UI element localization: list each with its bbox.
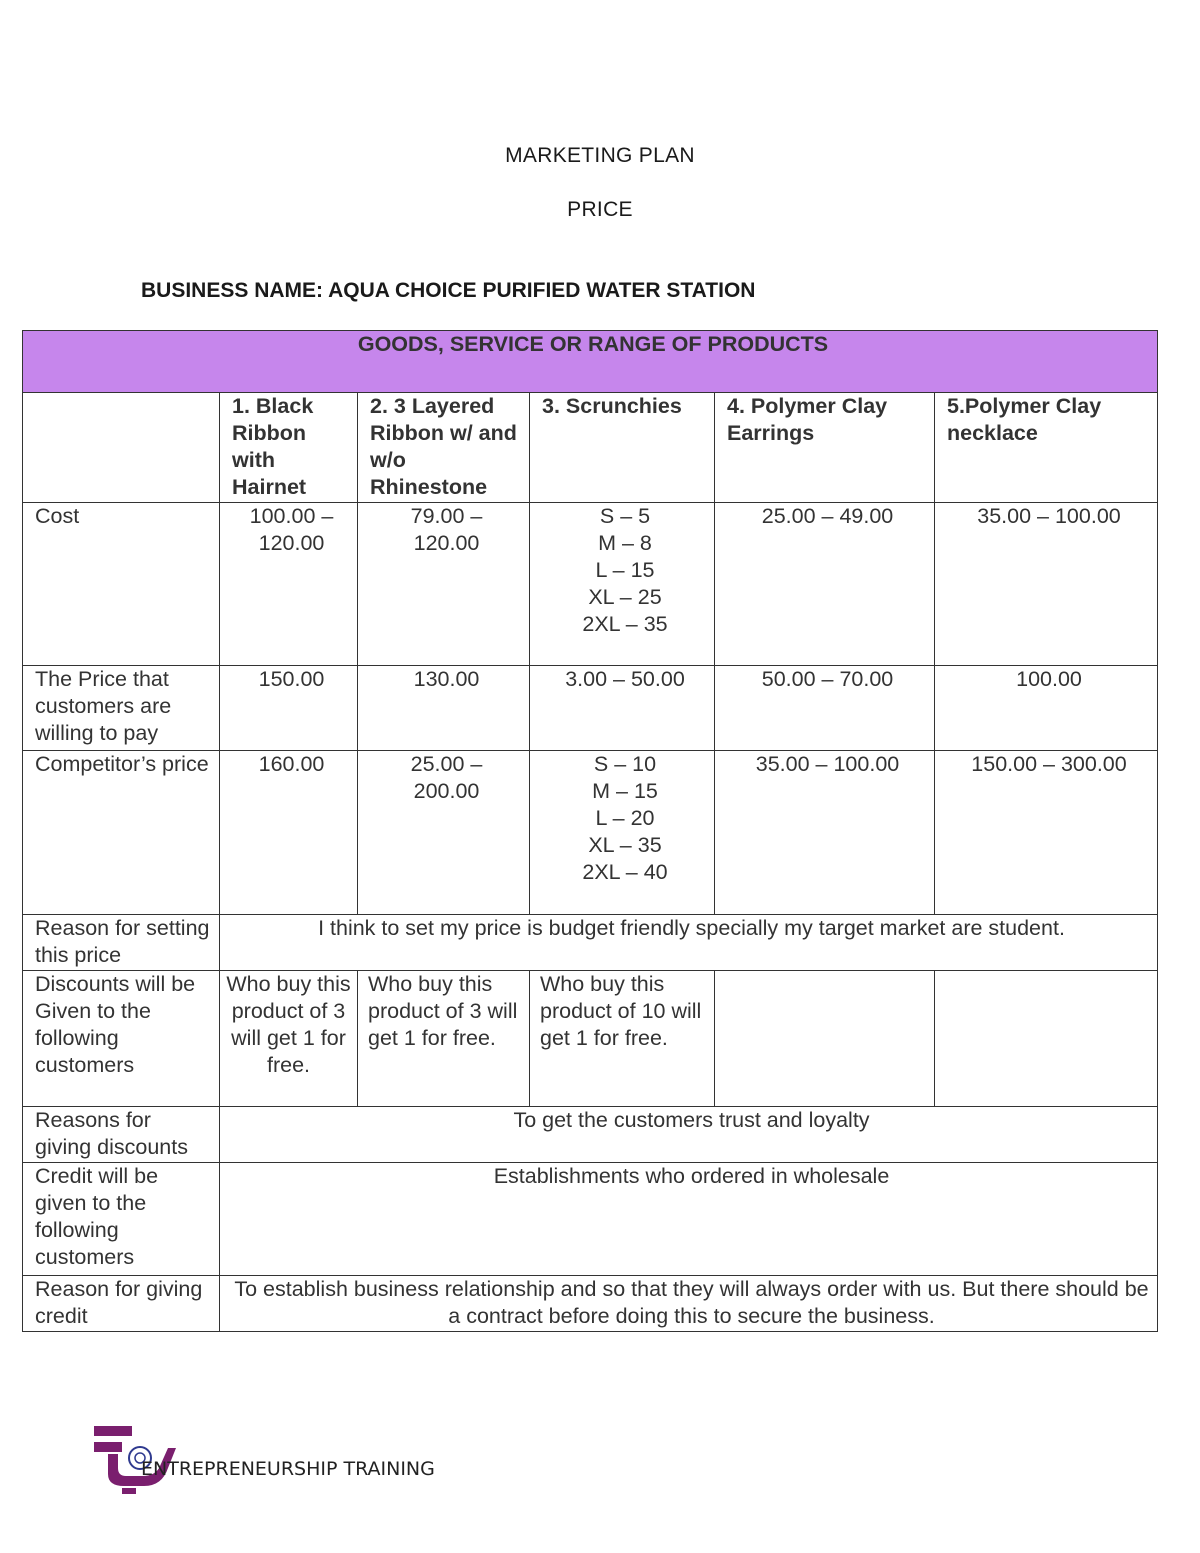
product-5-header: 5.Polymer Clay necklace	[935, 393, 1158, 503]
discount-cell: Who buy this product of 3 will get 1 for free.	[358, 971, 530, 1107]
row-label-reason-credit: Reason for giving credit	[23, 1276, 220, 1332]
document-subtitle: PRICE	[567, 198, 633, 221]
footer-text: ENTREPRENEURSHIP TRAINING	[141, 1458, 435, 1480]
product-2-header: 2. 3 Layered Ribbon w/ and w/o Rhinestone	[358, 393, 530, 503]
product-1-header: 1. Black Ribbon with Hairnet	[220, 393, 358, 503]
willing-price-cell: 150.00	[220, 666, 358, 751]
table-row-reason-credit	[23, 1276, 1158, 1332]
cost-cell: 79.00 – 120.00	[358, 503, 530, 666]
row-label-cost: Cost	[23, 503, 220, 666]
product-3-header: 3. Scrunchies	[530, 393, 715, 503]
discount-cell	[935, 971, 1158, 1107]
competitor-price-cell: 25.00 – 200.00	[358, 751, 530, 915]
business-name: BUSINESS NAME: AQUA CHOICE PURIFIED WATER STATION	[141, 279, 756, 302]
cost-cell: 100.00 – 120.00	[220, 503, 358, 666]
discount-cell: Who buy this product of 3 will get 1 for free.	[220, 971, 358, 1107]
row-label-credit: Credit will be given to the following customers	[23, 1163, 220, 1276]
competitor-price-cell: 160.00	[220, 751, 358, 915]
table-header-band	[23, 331, 1158, 393]
price-table	[22, 330, 1158, 1332]
row-label-willing-price: The Price that customers are willing to pay	[23, 666, 220, 751]
willing-price-cell: 100.00	[935, 666, 1158, 751]
competitor-price-cell: S – 10 M – 15 L – 20 XL – 35 2XL – 40	[530, 751, 715, 915]
table-row-willing-price	[23, 666, 1158, 751]
reason-credit-cell: To establish business relationship and so that they will always order with us. But there should be a contract before doing this to secure the business.	[220, 1276, 1158, 1332]
goods-header: GOODS, SERVICE OR RANGE OF PRODUCTS	[23, 331, 1158, 393]
table-row-credit	[23, 1163, 1158, 1276]
row-label-discounts: Discounts will be Given to the following customers	[23, 971, 220, 1107]
document-title: MARKETING PLAN	[505, 144, 695, 167]
competitor-price-cell: 150.00 – 300.00	[935, 751, 1158, 915]
row-label-reason-discounts: Reasons for giving discounts	[23, 1107, 220, 1163]
table-row-discounts	[23, 971, 1158, 1107]
cost-cell: S – 5 M – 8 L – 15 XL – 25 2XL – 35	[530, 503, 715, 666]
product-4-header: 4. Polymer Clay Earrings	[715, 393, 935, 503]
discount-cell	[715, 971, 935, 1107]
table-row-competitor-price	[23, 751, 1158, 915]
row-label-competitor-price: Competitor’s price	[23, 751, 220, 915]
willing-price-cell: 130.00	[358, 666, 530, 751]
reason-price-cell: I think to set my price is budget friendly specially my target market are student.	[220, 915, 1158, 971]
competitor-price-cell: 35.00 – 100.00	[715, 751, 935, 915]
cost-cell: 25.00 – 49.00	[715, 503, 935, 666]
discount-cell: Who buy this product of 10 will get 1 for free.	[530, 971, 715, 1107]
willing-price-cell: 3.00 – 50.00	[530, 666, 715, 751]
cost-cell: 35.00 – 100.00	[935, 503, 1158, 666]
table-row-cost	[23, 503, 1158, 666]
willing-price-cell: 50.00 – 70.00	[715, 666, 935, 751]
credit-cell: Establishments who ordered in wholesale	[220, 1163, 1158, 1276]
table-row-reason-discounts	[23, 1107, 1158, 1163]
empty-corner-cell	[23, 393, 220, 503]
table-row-reason-price	[23, 915, 1158, 971]
product-header-row	[23, 393, 1158, 503]
row-label-reason-price: Reason for setting this price	[23, 915, 220, 971]
reason-discounts-cell: To get the customers trust and loyalty	[220, 1107, 1158, 1163]
